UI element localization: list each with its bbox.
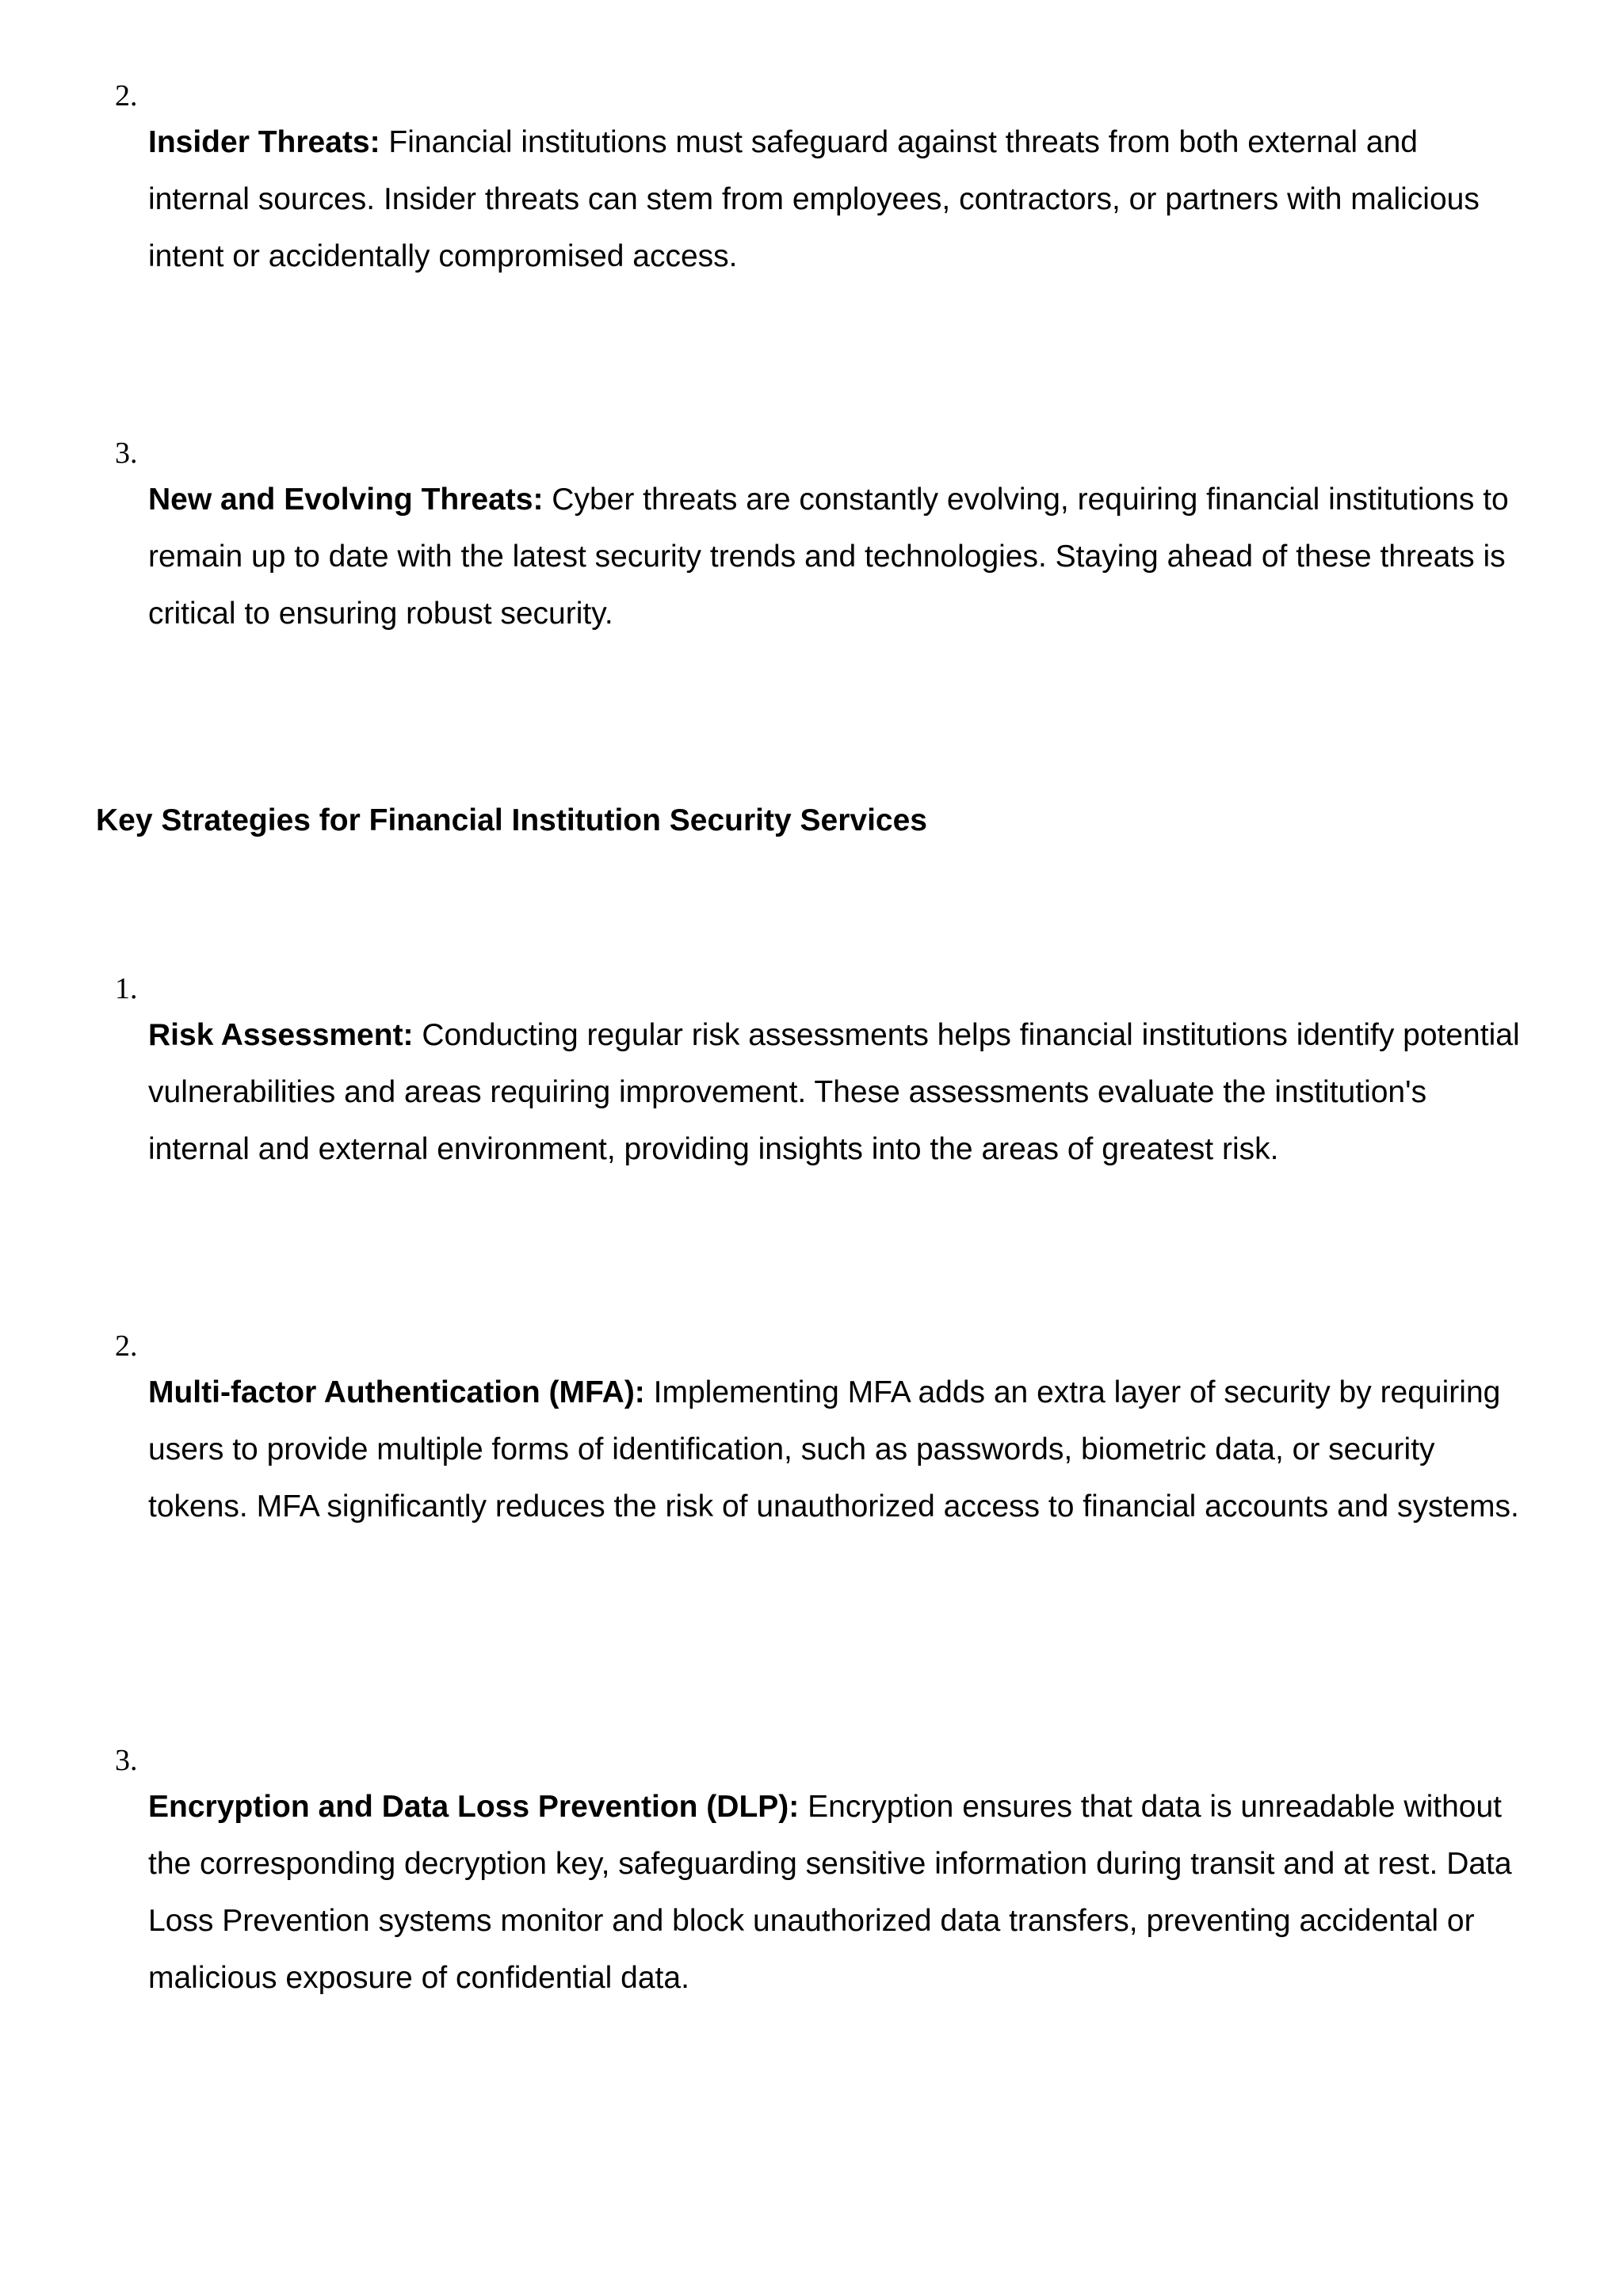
list-item-text: Conducting regular risk assessments helps financial institutions identify potential vulnerabilities and areas requiring improvement. These assessments evaluate the institution's internal and external environment, providing insights into the areas of greatest risk. xyxy=(148,1018,1520,1166)
list-item-title: Risk Assessment: xyxy=(148,1018,414,1052)
list-item-title: New and Evolving Threats: xyxy=(148,482,544,517)
section-heading: Key Strategies for Financial Institution Security Services xyxy=(96,803,928,837)
list-number: 1. xyxy=(115,972,138,1005)
list-item-title: Multi-factor Authentication (MFA): xyxy=(148,1375,645,1409)
list-number: 3. xyxy=(115,437,138,470)
list-number: 2. xyxy=(115,1329,138,1363)
list-item-text: Encryption ensures that data is unreadable without the corresponding decryption key, safeguarding sensitive information during transit and at rest. Data Loss Prevention systems monitor and block unauthorized data transfers, preventing accidental or malicious exposure of confidential data. xyxy=(148,1790,1512,1995)
list-item-text: Implementing MFA adds an extra layer of security by requiring users to provide multiple forms of identification, such as passwords, biometric data, or security tokens. MFA significantly reduces the risk of unauthorized access to financial accounts and systems. xyxy=(148,1375,1519,1524)
list-item-title: Insider Threats: xyxy=(148,125,380,159)
list-item-title: Encryption and Data Loss Prevention (DLP): xyxy=(148,1790,800,1824)
list-paragraph xyxy=(148,1007,1527,1178)
list-paragraph xyxy=(148,1364,1527,1535)
list-item-text: Cyber threats are constantly evolving, requiring financial institutions to remain up to date with the latest security trends and technologies. Staying ahead of these threats is critical to ensuring robust security. xyxy=(148,482,1509,631)
list-paragraph xyxy=(148,1779,1527,2007)
list-paragraph xyxy=(148,471,1527,643)
list-number: 2. xyxy=(115,79,138,113)
list-number: 3. xyxy=(115,1744,138,1777)
list-paragraph xyxy=(148,114,1527,285)
list-item-text: Financial institutions must safeguard against threats from both external and internal sources. Insider threats can stem from employees, contractors, or partners with malicious intent or accidentally compromised access. xyxy=(148,125,1480,273)
